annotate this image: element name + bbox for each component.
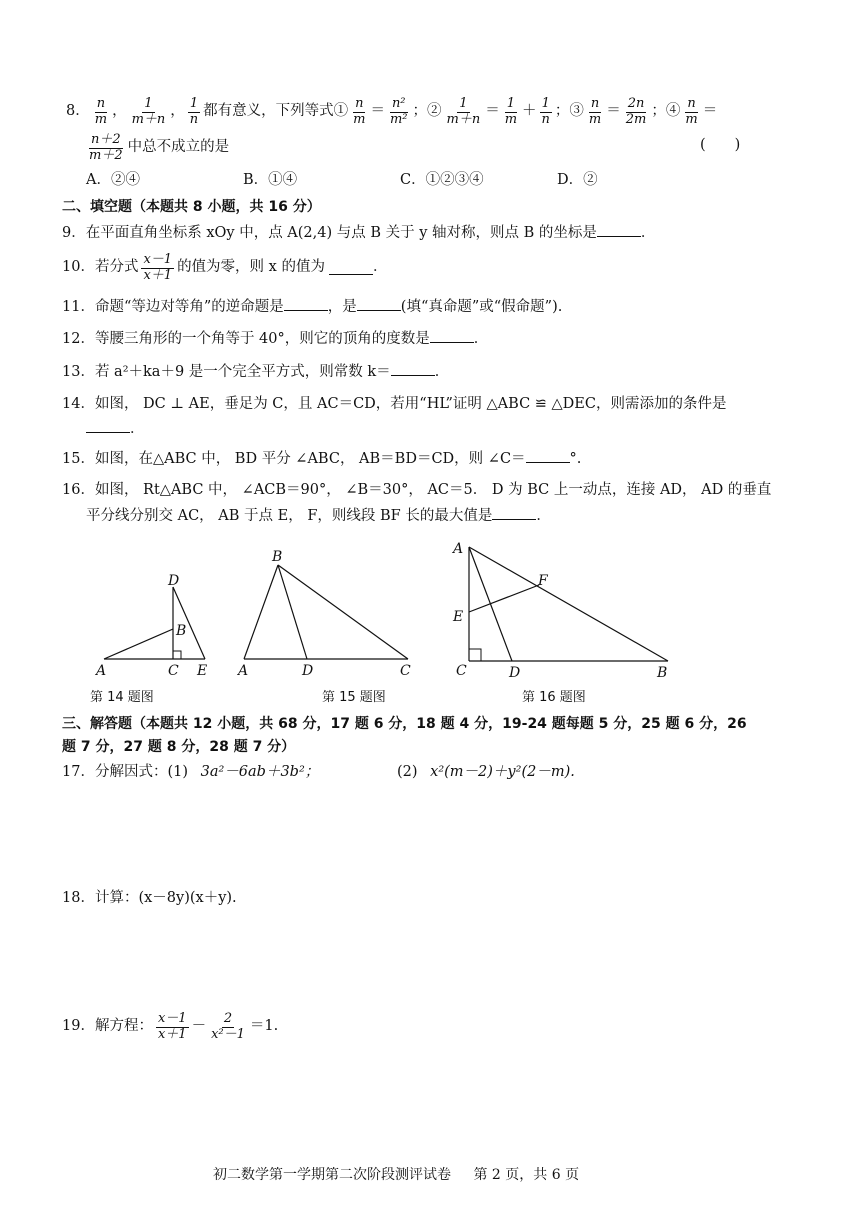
- figure-14: [94, 573, 207, 679]
- label-c: C: [400, 663, 411, 679]
- fraction: $\frac{1}{m+n}$: [131, 95, 166, 127]
- label-c: C: [168, 663, 179, 679]
- figures: [0, 535, 868, 695]
- answer-blank: [597, 224, 641, 237]
- figure-16-caption: 第 16 题图: [522, 690, 586, 705]
- label-f: F: [538, 573, 548, 589]
- label-b: B: [272, 549, 283, 565]
- fraction: $\frac{n+2}{m+2}$: [89, 131, 123, 163]
- question-8: 8． $\frac{n}{m}$ ， $\frac{1}{m+n}$ ， $\frac{1}{n}$ 都有意义，下列等式① $\frac{n}{m}$ ＝ $\frac{\text{n²}}{\text{m²}}$ ；② $\frac{1}{m+n}$ ＝ $\frac{1}{m}$ ＋ $\frac{1}{n}$ ；③ $\frac{n}{m}$ ＝ $\frac{2n}{2m}$ ；④ $\frac{n}{m}$ ＝: [66, 95, 718, 127]
- footer-title: 初二数学第一学期第二次阶段测评试卷: [213, 1167, 451, 1183]
- question-text: 都有意义，下列等式①: [203, 103, 349, 120]
- question-number: 8．: [66, 103, 90, 120]
- question-19: 19．解方程： $\frac{x-1}{x+1}$ － $\frac{2}{\text{x²－1}}$ ＝1.: [62, 1010, 279, 1042]
- option-b: B．①④: [243, 172, 298, 188]
- question-14: 14．如图， DC ⊥ AE，垂足为 C，且 AC＝CD，若用“HL”证明 △ABC ≌ △DEC，则需添加的条件是: [62, 396, 727, 412]
- question-16: 16．如图， Rt△ABC 中， ∠ACB＝90°， ∠B＝30°， AC＝5． D 为 BC 上一动点，连接 AD， AD 的垂直: [62, 482, 772, 498]
- label-a: A: [453, 541, 464, 557]
- label-b: B: [176, 623, 187, 639]
- footer: [213, 1167, 579, 1184]
- label-d: D: [302, 663, 314, 679]
- fraction: $\frac{n}{m}$: [353, 95, 366, 127]
- fraction: $\frac{x-1}{x+1}$: [143, 251, 173, 283]
- question-10: 10．若分式 $\frac{x-1}{x+1}$ 的值为零，则 x 的值为 ．: [62, 251, 388, 283]
- figure-16: [451, 541, 668, 681]
- question-17-part2: (2) x²(m－2)＋y²(2－m).: [397, 764, 575, 780]
- label-e: E: [453, 609, 464, 625]
- option-c: C．①②③④: [400, 172, 484, 188]
- separator: ；②: [412, 103, 442, 120]
- fraction: $\frac{n}{m}$: [588, 95, 602, 127]
- answer-parenthesis: ( ): [700, 137, 741, 153]
- question-11: 11．命题“等边对等角”的逆命题是 ，是 (填“真命题”或“假命题”).: [62, 299, 563, 315]
- figure-14-caption: 第 14 题图: [90, 690, 154, 705]
- label-a: A: [96, 663, 107, 679]
- label-a: A: [238, 663, 249, 679]
- question-13: 13．若 a²＋ka＋9 是一个完全平方式，则常数 k＝ ．: [62, 364, 450, 380]
- fraction: $\frac{2n}{2m}$: [625, 95, 647, 127]
- option-a: A．②④: [86, 172, 140, 188]
- fraction: $\frac{x-1}{x+1}$: [157, 1010, 187, 1042]
- fraction: $\frac{1}{n}$: [541, 95, 550, 127]
- fraction: $\frac{\text{n²}}{\text{m²}}$: [389, 95, 408, 127]
- question-12: 12．等腰三角形的一个角等于 40°，则它的顶角的度数是 ．: [62, 331, 489, 347]
- question-15: 15．如图，在△ABC 中， BD 平分 ∠ABC， AB＝BD＝CD，则 ∠C＝ °.: [62, 451, 582, 467]
- expression-1: 3a²－6ab＋3b²；: [200, 764, 320, 780]
- answer-blank: [526, 450, 570, 463]
- fraction: $\frac{1}{m+n}$: [446, 95, 481, 127]
- answer-blank: [86, 420, 130, 433]
- section-heading-solutions: 三、解答题（本题共 12 小题，共 68 分，17 题 6 分，18 题 4 分，19-24 题每题 5 分，25 题 6 分，26: [62, 716, 747, 732]
- label-e: E: [197, 663, 208, 679]
- section-heading-solutions-line2: 题 7 分，27 题 8 分，28 题 7 分）: [62, 739, 296, 755]
- question-18: 18．计算：(x－8y)(x＋y).: [62, 890, 237, 906]
- label-d: D: [168, 573, 180, 589]
- question-8-line2: [84, 128, 229, 168]
- fraction: $\frac{1}{n}$: [189, 95, 199, 127]
- answer-blank: [284, 298, 328, 311]
- question-text: 中总不成立的是: [127, 139, 230, 156]
- fraction: $\frac{n}{m}$: [94, 95, 108, 127]
- page-number: 第 2 页，共 6 页: [473, 1167, 580, 1183]
- answer-blank: [329, 262, 373, 275]
- answer-blank: [492, 507, 536, 520]
- answer-blank: [391, 363, 435, 376]
- figure-15-caption: 第 15 题图: [322, 690, 386, 705]
- question-14-line2: ．: [86, 420, 145, 438]
- label-b: B: [657, 665, 668, 681]
- question-16-line2: 平分线分别交 AC， AB 于点 E， F，则线段 BF 长的最大值是 ．: [86, 508, 551, 524]
- answer-blank: [430, 330, 474, 343]
- figure-15: [236, 549, 411, 679]
- question-17: 17．分解因式：(1) 3a²－6ab＋3b²；: [62, 764, 320, 780]
- fraction: $\frac{1}{m}$: [504, 95, 518, 127]
- separator: ；③: [554, 103, 584, 120]
- option-d: D．②: [557, 172, 598, 188]
- separator: ；④: [651, 103, 681, 120]
- expression-2: x²(m－2)＋y²(2－m).: [430, 764, 575, 780]
- fraction: $\frac{2}{\text{x²－1}}$: [211, 1010, 245, 1042]
- label-c: C: [456, 663, 467, 679]
- label-d: D: [509, 665, 521, 681]
- fraction: $\frac{n}{m}$: [685, 95, 698, 127]
- question-9: 9．在平面直角坐标系 xOy 中，点 A(2,4) 与点 B 关于 y 轴对称，则点 B 的坐标是 ．: [62, 225, 656, 241]
- section-heading-fill-in: 二、填空题（本题共 8 小题，共 16 分）: [62, 199, 321, 215]
- answer-blank: [357, 298, 401, 311]
